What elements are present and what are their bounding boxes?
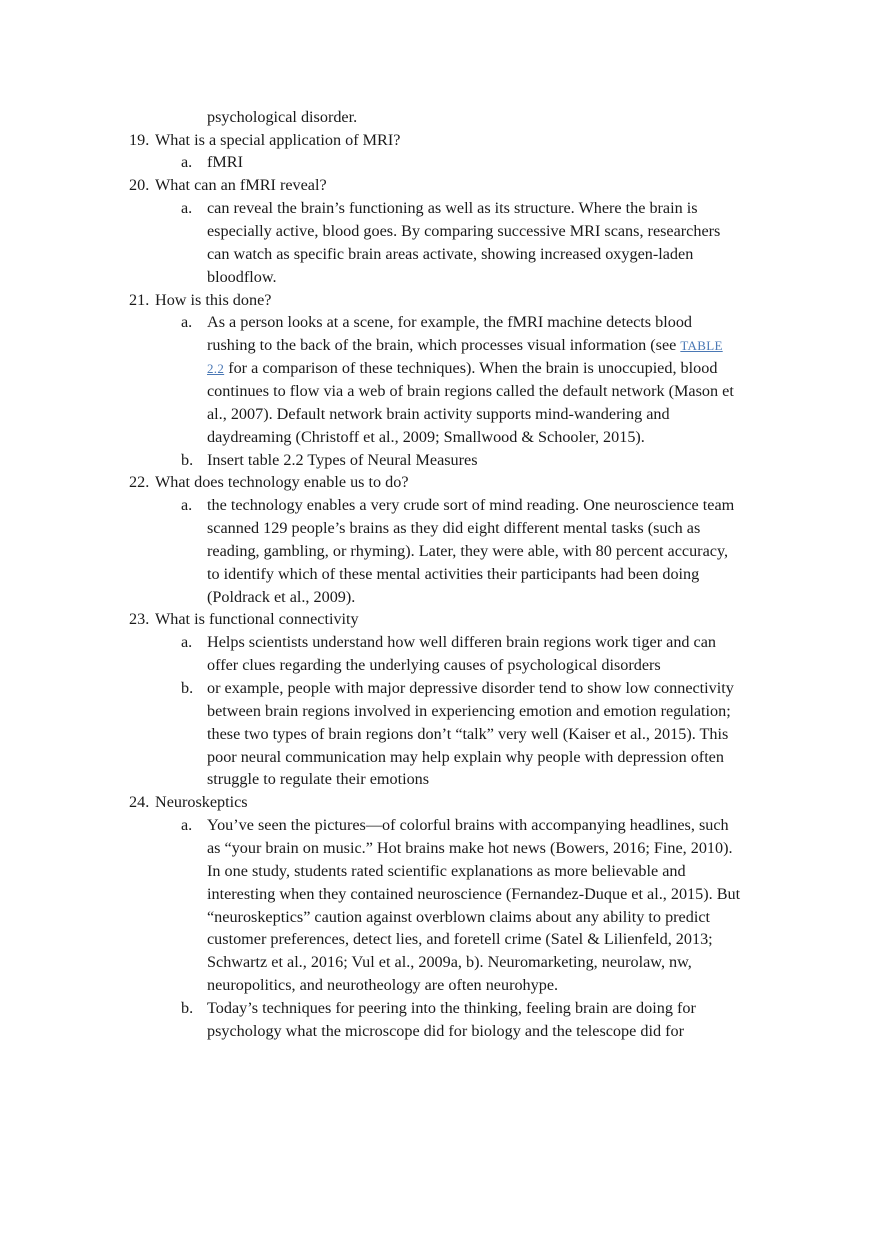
answer-line: You’ve seen the pictures—of colorful brains with accompanying headlines, such [207, 816, 729, 834]
question-number: 20. [129, 176, 150, 194]
answer-line: neuropolitics, and neurotheology are often neurohype. [207, 976, 559, 994]
answer-line: Helps scientists understand how well differen brain regions work tiger and can [207, 633, 717, 651]
question-text: What can an fMRI reveal? [155, 176, 327, 194]
list-marker: b. [181, 999, 194, 1017]
answer-line: as “your brain on music.” Hot brains make hot news (Bowers, 2016; Fine, 2010). [207, 839, 733, 857]
answer-line: to identify which of these mental activities their participants had been doing [207, 565, 700, 583]
answer-line: reading, gambling, or rhyming). Later, they were able, with 80 percent accuracy, [207, 542, 729, 560]
answer-line: (Poldrack et al., 2009). [207, 588, 356, 606]
continuation-text: psychological disorder. [207, 108, 358, 126]
answer-line: interesting when they contained neuroscience (Fernandez-Duque et al., 2015). But [207, 885, 741, 903]
question-number: 23. [129, 610, 150, 628]
answer-line: especially active, blood goes. By comparing successive MRI scans, researchers [207, 222, 721, 240]
answer-line-text: for a comparison of these techniques). When the brain is unoccupied, blood [224, 359, 718, 377]
answer-text: fMRI [207, 153, 243, 171]
list-marker: a. [181, 313, 193, 331]
answer-line: can watch as specific brain areas activate, showing increased oxygen-laden [207, 245, 694, 263]
list-marker: a. [181, 153, 193, 171]
answer-line: offer clues regarding the underlying causes of psychological disorders [207, 656, 661, 674]
answer-line: psychology what the microscope did for biology and the telescope did for [207, 1022, 684, 1040]
answer-line [207, 358, 717, 379]
answer-line: poor neural communication may help explain why people with depression often [207, 748, 724, 766]
answer-line: between brain regions involved in experiencing emotion and emotion regulation; [207, 702, 731, 720]
answer-line: “neuroskeptics” caution against overblown claims about any ability to predict [207, 908, 711, 926]
answer-line: or example, people with major depressive disorder tend to show low connectivity [207, 679, 734, 697]
list-marker: b. [181, 679, 194, 697]
answer-line: customer preferences, detect lies, and foretell crime (Satel & Lilienfeld, 2013; [207, 930, 713, 948]
question-text: What is functional connectivity [155, 610, 359, 628]
answer-line: bloodflow. [207, 268, 277, 286]
list-marker: a. [181, 199, 193, 217]
answer-line: struggle to regulate their emotions [207, 770, 430, 788]
answer-line: Today’s techniques for peering into the thinking, feeling brain are doing for [207, 999, 696, 1017]
table-link-continued[interactable]: 2.2 [207, 361, 225, 376]
question-number: 21. [129, 291, 150, 309]
list-marker: a. [181, 633, 193, 651]
answer-line-text: rushing to the back of the brain, which processes visual information (see [207, 336, 681, 354]
table-link[interactable]: TABLE [680, 338, 723, 353]
answer-line: the technology enables a very crude sort of mind reading. One neuroscience team [207, 496, 735, 514]
question-text: What is a special application of MRI? [155, 131, 401, 149]
question-number: 19. [129, 131, 150, 149]
answer-line: al., 2007). Default network brain activity supports mind-wandering and [207, 405, 670, 423]
answer-line: Schwartz et al., 2016; Vul et al., 2009a, b). Neuromarketing, neurolaw, nw, [207, 953, 692, 971]
answer-line: daydreaming (Christoff et al., 2009; Smallwood & Schooler, 2015). [207, 428, 645, 446]
question-number: 22. [129, 473, 150, 491]
question-text: What does technology enable us to do? [155, 473, 409, 491]
answer-line: continues to flow via a web of brain regions called the default network (Mason et [207, 382, 734, 400]
answer-line [207, 335, 723, 356]
answer-line: In one study, students rated scientific explanations as more believable and [207, 862, 686, 880]
answer-line: these two types of brain regions don’t “talk” very well (Kaiser et al., 2015). This [207, 725, 729, 743]
answer-line: can reveal the brain’s functioning as well as its structure. Where the brain is [207, 199, 698, 217]
answer-line: scanned 129 people’s brains as they did eight different mental tasks (such as [207, 519, 701, 537]
list-marker: a. [181, 816, 193, 834]
answer-text: Insert table 2.2 Types of Neural Measures [207, 451, 478, 469]
list-marker: b. [181, 451, 194, 469]
question-number: 24. [129, 793, 150, 811]
answer-line: As a person looks at a scene, for example, the fMRI machine detects blood [207, 313, 693, 331]
question-text: How is this done? [155, 291, 272, 309]
question-text: Neuroskeptics [155, 793, 248, 811]
list-marker: a. [181, 496, 193, 514]
